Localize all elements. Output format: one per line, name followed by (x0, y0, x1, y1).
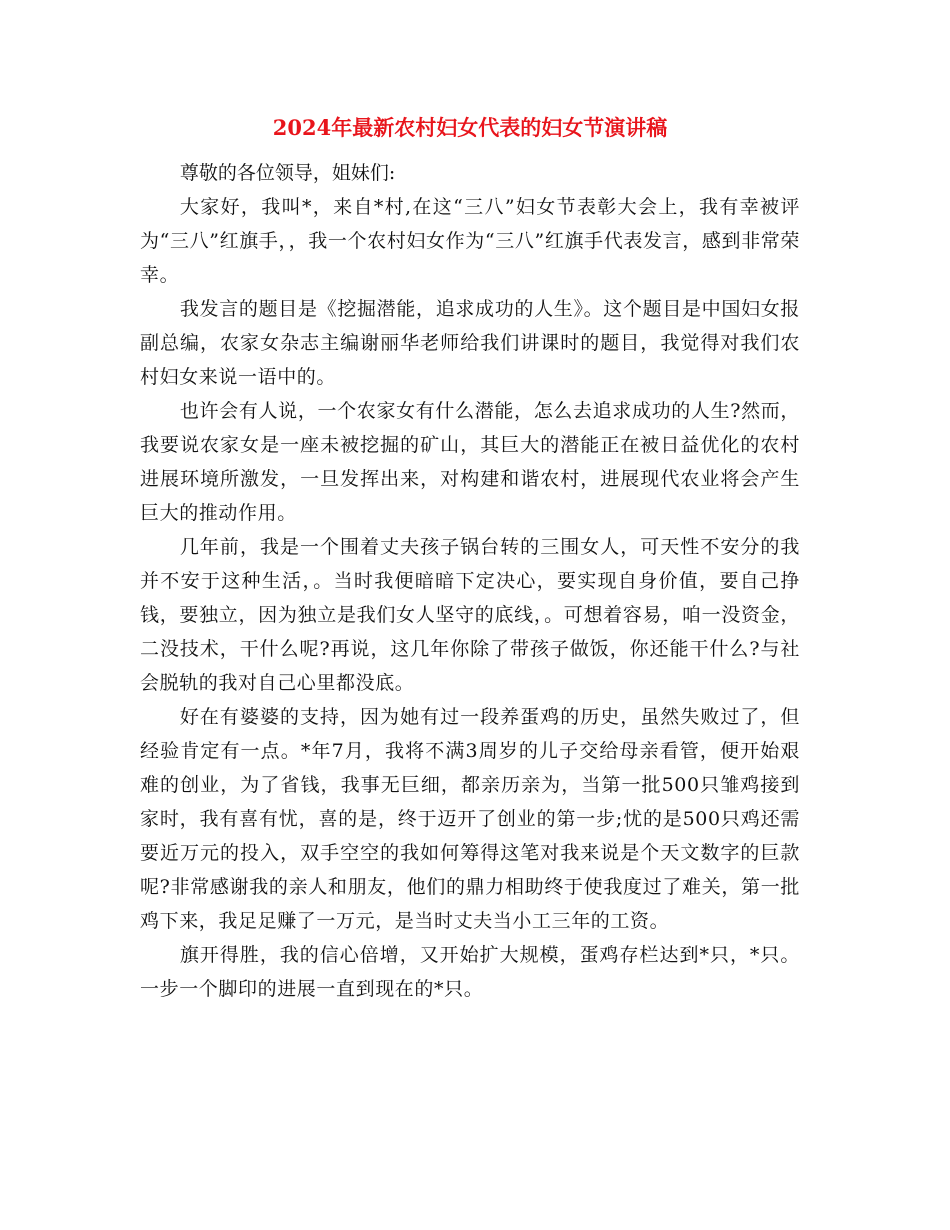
paragraph-3: 也许会有人说，一个农家女有什么潜能，怎么去追求成功的人生?然而，我要说农家女是一座未被挖掘的矿山，其巨大的潜能正在被日益优化的农村进展环境所激发，一旦发挥出来，对构建和谐农村，进展现代农业将会产生巨大的推动作用。 (140, 400, 800, 524)
paragraph-4: 几年前，我是一个围着丈夫孩子锅台转的三围女人，可天性不安分的我并不安于这种生活，。当时我便暗暗下定决心，要实现自身价值，要自己挣钱，要独立，因为独立是我们女人坚守的底线，。可想着容易，咱一没资金，二没技术，干什么呢?再说，这几年你除了带孩子做饭，你还能干什么?与社会脱轨的我对自己心里都没底。 (140, 536, 800, 694)
document-title: 2024年最新农村妇女代表的妇女节演讲稿 (272, 115, 668, 140)
document-page (140, 108, 800, 1006)
paragraph-5: 好在有婆婆的支持，因为她有过一段养蛋鸡的历史，虽然失败过了，但经验肯定有一点。*年7月，我将不满3周岁的儿子交给母亲看管，便开始艰难的创业，为了省钱，我事无巨细，都亲历亲为，当第一批500只雏鸡接到家时，我有喜有忧，喜的是，终于迈开了创业的第一步;忧的是500只鸡还需要近万元的投入，双手空空的我如何筹得这笔对我来说是个天文数字的巨款呢?非常感谢我的亲人和朋友，他们的鼎力相助终于使我度过了难关，第一批鸡下来，我足足赚了一万元，是当时丈夫当小工三年的工资。 (140, 706, 800, 932)
paragraph-6: 旗开得胜，我的信心倍增，又开始扩大规模，蛋鸡存栏达到*只，*只。一步一个脚印的进展一直到现在的*只。 (140, 944, 800, 1000)
paragraph-1: 大家好，我叫*，来自*村,在这“三八”妇女节表彰大会上，我有幸被评为“三八”红旗手，，我一个农村妇女作为“三八”红旗手代表发言，感到非常荣幸。 (140, 196, 800, 286)
greeting-line: 尊敬的各位领导，姐妹们: (179, 162, 396, 184)
paragraph-2: 我发言的题目是《挖掘潜能，追求成功的人生》。这个题目是中国妇女报副总编，农家女杂志主编谢丽华老师给我们讲课时的题目，我觉得对我们农村妇女来说一语中的。 (140, 298, 800, 388)
